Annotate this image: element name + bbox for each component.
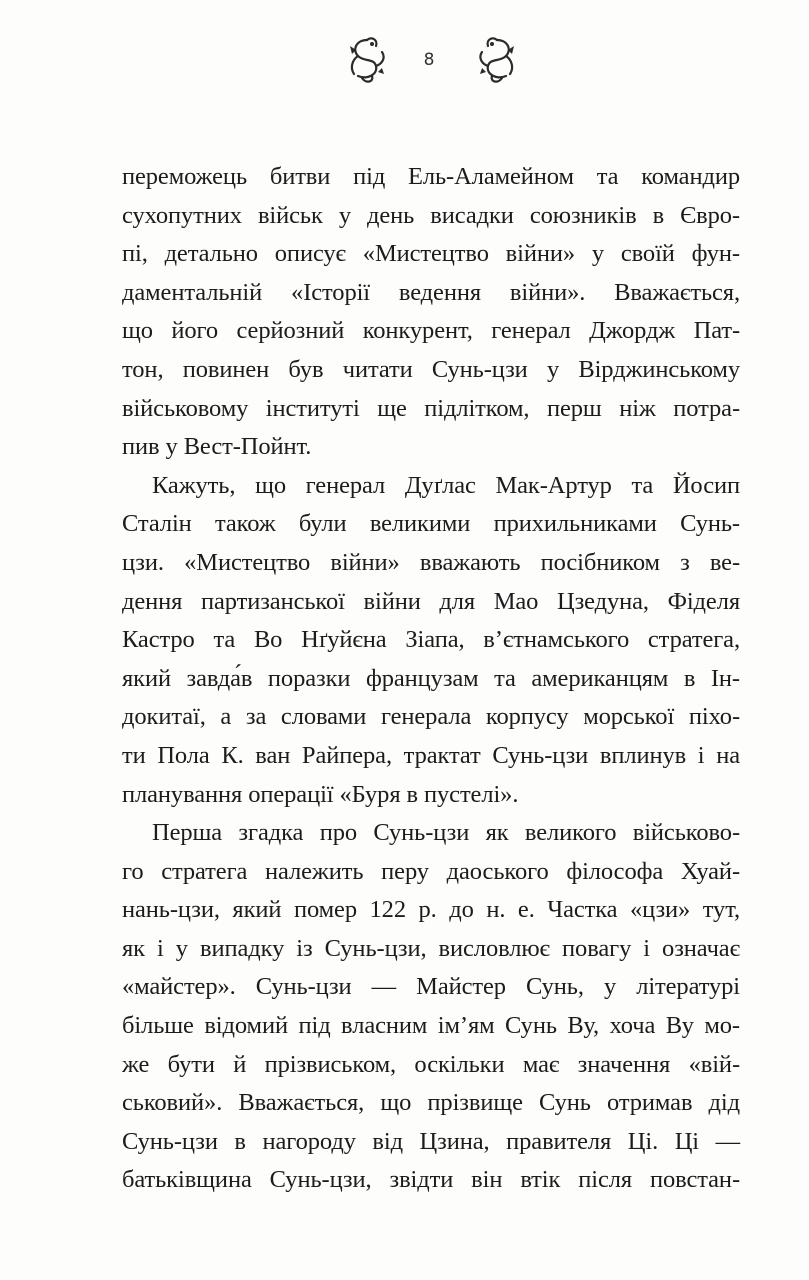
text-line: пі, детально описує «Мистецтво війни» у своїй фун- [122, 240, 740, 268]
text-line: Сунь-цзи в нагороду від Цзина, правителя Ці. Ці — [122, 1127, 740, 1155]
text-line: го стратега належить перу даоського філософа Хуай- [122, 857, 740, 885]
text-line: який завда́в поразки французам та американцям в Ін- [122, 664, 740, 692]
text-line: що його серйозний конкурент, генерал Джордж Пат- [122, 317, 740, 345]
text-line: ськовий». Вважається, що прізвище Сунь отримав дід [122, 1089, 740, 1117]
text-line: тон, повинен був читати Сунь-цзи у Вірджинському [122, 355, 740, 383]
text-line: докитаї, а за словами генерала корпусу морської піхо- [122, 703, 740, 731]
text-line: «майстер». Сунь-цзи — Майстер Сунь, у літературі [122, 973, 740, 1001]
text-line: Сталін також були великими прихильниками Сунь- [122, 510, 740, 538]
text-line: як і у випадку із Сунь-цзи, висловлює повагу і означає [122, 934, 740, 962]
text-line: ти Пола К. ван Райпера, трактат Сунь-цзи вплинув і на [122, 741, 740, 769]
text-line: же бути й прізвиськом, оскільки має значення «вій- [122, 1050, 740, 1078]
text-line: переможець битви під Ель-Аламейном та командир [122, 163, 740, 190]
dragon-ornament-icon [342, 34, 392, 86]
paragraph [122, 814, 740, 1200]
text-line: дення партизанської війни для Мао Цзедуна, Фіделя [122, 587, 740, 615]
text-line: військовому інституті ще підлітком, перш ніж потра- [122, 394, 740, 422]
text-line: даментальній «Історії ведення війни». Вважається, [122, 278, 740, 306]
paragraph [122, 158, 740, 467]
text-line: Перша згадка про Сунь-цзи як великого військово- [152, 819, 740, 847]
text-line: планування операції «Буря в пустелі». [122, 780, 519, 808]
paragraph [122, 467, 740, 814]
text-line: Кастро та Во Нґуйєна Зіапа, в’єтнамського стратега, [122, 626, 740, 654]
page-number: 8 [423, 50, 435, 70]
text-line: Кажуть, що генерал Дуґлас Мак-Артур та Йосип [152, 471, 740, 499]
text-line: батьківщина Сунь-цзи, звідти він втік після повстан- [122, 1166, 740, 1194]
text-line: сухопутних військ у день висадки союзників в Євро- [122, 201, 740, 229]
text-line: більше відомий під власним ім’ям Сунь Ву, хоча Ву мо- [122, 1012, 740, 1040]
text-line: пив у Вест-Пойнт. [122, 433, 312, 461]
text-line: нань-цзи, який помер 122 р. до н. е. Частка «цзи» тут, [122, 896, 740, 924]
body-text [122, 158, 740, 1200]
page-header [0, 30, 809, 90]
text-line: цзи. «Мистецтво війни» вважають посібником з ве- [122, 548, 740, 576]
dragon-ornament-icon [472, 34, 522, 86]
